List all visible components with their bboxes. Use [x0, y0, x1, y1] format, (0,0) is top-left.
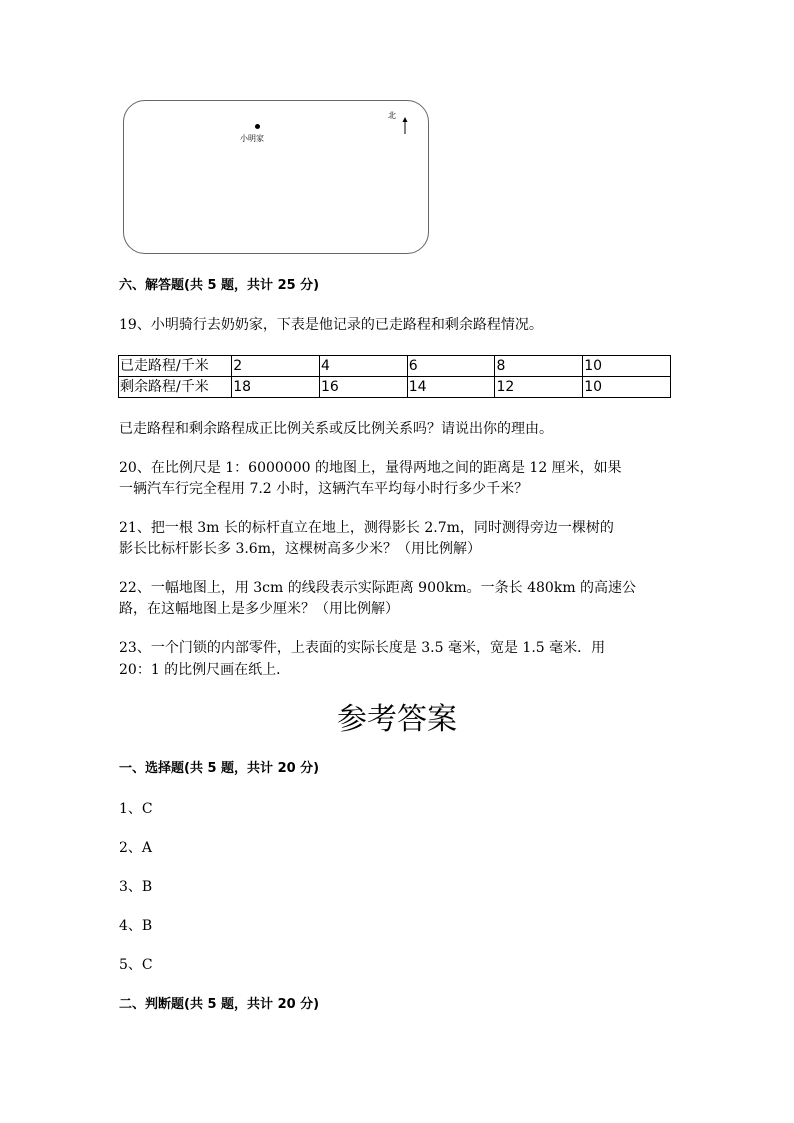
answers-section-2-title: 二、判断题(共 5 题，共计 20 分): [119, 997, 320, 1012]
section-6-title: 六、解答题(共 5 题，共计 25 分): [119, 278, 320, 293]
table-cell: 4: [319, 356, 407, 377]
answer-item: 2、A: [119, 840, 153, 856]
table-row: [119, 356, 671, 377]
table-cell: 14: [407, 377, 495, 398]
answers-section-1-title: 一、选择题(共 5 题，共计 20 分): [119, 761, 320, 776]
question-23-line-1: 23、一个门锁的内部零件，上表面的实际长度是 3.5 毫米，宽是 1.5 毫米．用: [119, 640, 606, 656]
answer-item: 4、B: [119, 918, 153, 934]
question-21-line-1: 21、把一根 3m 长的标杆直立在地上，测得影长 2.7m，同时测得旁边一棵树的: [119, 520, 614, 536]
answer-item: 1、C: [119, 801, 153, 817]
table-cell: 10: [583, 356, 671, 377]
question-22-line-1: 22、一幅地图上，用 3cm 的线段表示实际距离 900km。一条长 480km 的高速公: [119, 580, 637, 596]
question-21-line-2: 影长比标杆影长多 3.6m，这棵树高多少米？（用比例解）: [119, 541, 481, 557]
answer-key-title: 参考答案: [337, 702, 457, 737]
map-figure: [123, 100, 429, 254]
question-19-text: 19、小明骑行去奶奶家，下表是他记录的已走路程和剩余路程情况。: [119, 317, 543, 333]
table-cell: 已走路程/千米: [119, 356, 232, 377]
distance-table: [118, 355, 671, 398]
question-23-line-2: 20：1 的比例尺画在纸上．: [119, 662, 291, 678]
table-cell: 剩余路程/千米: [119, 377, 232, 398]
table-cell: 6: [407, 356, 495, 377]
table-cell: 12: [495, 377, 583, 398]
answer-item: 3、B: [119, 879, 153, 895]
table-row: [119, 377, 671, 398]
north-arrow-icon: [401, 117, 409, 135]
answer-item: 5、C: [119, 957, 153, 973]
table-cell: 18: [232, 377, 320, 398]
table-cell: 10: [583, 377, 671, 398]
question-20-line-2: 一辆汽车行完全程用 7.2 小时，这辆汽车平均每小时行多少千米？: [119, 481, 529, 497]
question-19-prompt: 已走路程和剩余路程成正比例关系或反比例关系吗？请说出你的理由。: [119, 421, 553, 437]
home-location-dot: [255, 124, 260, 129]
question-22-line-2: 路，在这幅地图上是多少厘米？（用比例解）: [119, 601, 399, 617]
table-cell: 8: [495, 356, 583, 377]
north-label: 北: [388, 111, 396, 120]
table-cell: 16: [319, 377, 407, 398]
question-20-line-1: 20、在比例尺是 1：6000000 的地图上，量得两地之间的距离是 12 厘米，如果: [119, 460, 622, 476]
table-cell: 2: [232, 356, 320, 377]
home-label: 小明家: [240, 134, 264, 143]
